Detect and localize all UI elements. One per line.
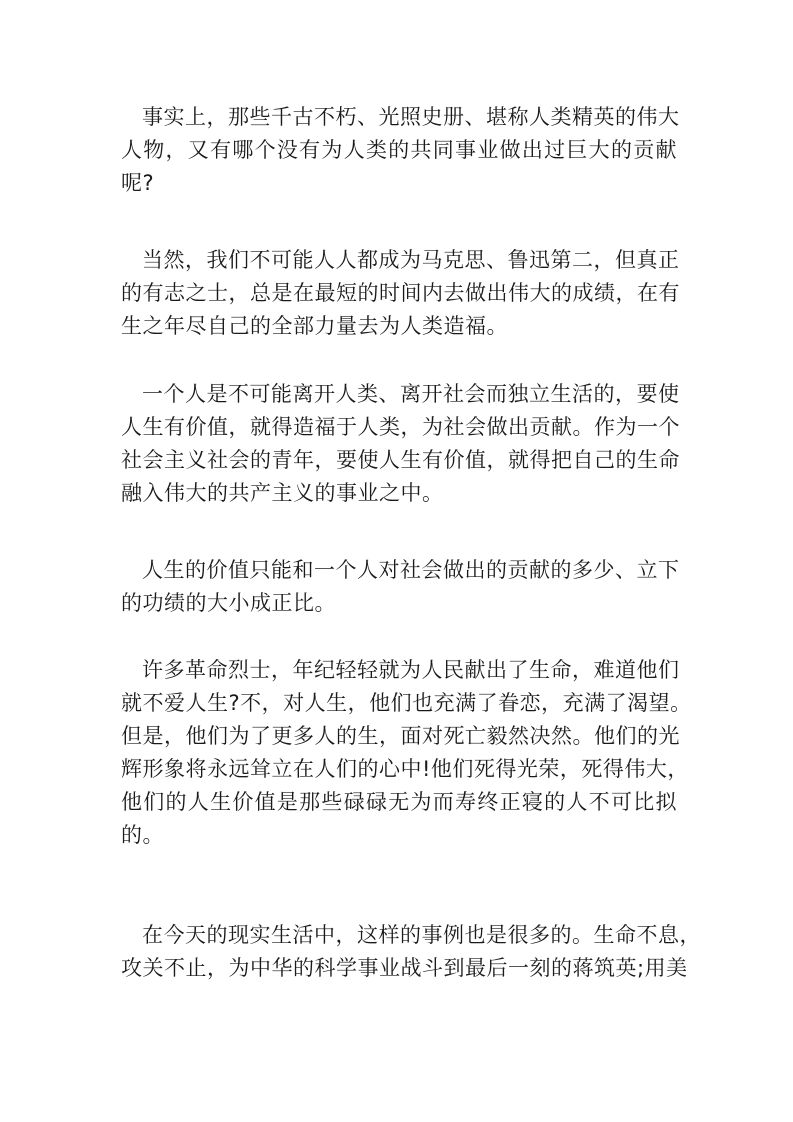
paragraph-line: 生之年尽自己的全部力量去为人类造福。 (121, 314, 508, 338)
paragraph-line: 的。 (121, 823, 164, 847)
paragraph-5 (121, 654, 692, 852)
paragraph-6 (121, 919, 701, 985)
paragraph-line: 一个人是不可能离开人类、离开社会而独立生活的，要使 (142, 382, 680, 406)
paragraph-line: 的功绩的大小成正比。 (121, 591, 336, 615)
paragraph-line: 当然，我们不可能人人都成为马克思、鲁迅第二，但真正 (142, 248, 680, 272)
paragraph-line: 人生的价值只能和一个人对社会做出的贡献的多少、立下 (142, 558, 680, 582)
paragraph-line: 呢? (121, 171, 155, 195)
paragraph-2 (121, 244, 680, 343)
paragraph-line: 人物，又有哪个没有为人类的共同事业做出过巨大的贡献 (121, 138, 677, 162)
paragraph-4 (121, 554, 680, 620)
paragraph-line: 的有志之士，总是在最短的时间内去做出伟大的成绩，在有 (121, 281, 680, 305)
paragraph-line: 社会主义社会的青年，要使人生有价值，就得把自己的生命 (121, 448, 680, 472)
paragraph-line: 但是，他们为了更多人的生，面对死亡毅然决然。他们的光 (121, 724, 680, 748)
paragraph-line: 事实上，那些千古不朽、光照史册、堪称人类精英的伟大 (142, 105, 680, 129)
paragraph-line: 人生有价值，就得造福于人类，为社会做出贡献。作为一个 (121, 415, 680, 439)
paragraph-line: 就不爱人生?不，对人生，他们也充满了眷恋，充满了渴望。 (121, 691, 692, 715)
paragraph-line: 攻关不止，为中华的科学事业战斗到最后一刻的蒋筑英;用美 (121, 956, 688, 980)
paragraph-line: 许多革命烈士，年纪轻轻就为人民献出了生命，难道他们 (142, 658, 680, 682)
paragraph-line: 他们的人生价值是那些碌碌无为而寿终正寝的人不可比拟 (121, 790, 677, 814)
paragraph-1 (121, 101, 680, 200)
paragraph-line: 在今天的现实生活中，这样的事例也是很多的。生命不息， (142, 923, 701, 947)
paragraph-line: 融入伟大的共产主义的事业之中。 (121, 481, 444, 505)
paragraph-line: 辉形象将永远耸立在人们的心中!他们死得光荣，死得伟大， (121, 757, 689, 781)
paragraph-3 (121, 378, 680, 510)
